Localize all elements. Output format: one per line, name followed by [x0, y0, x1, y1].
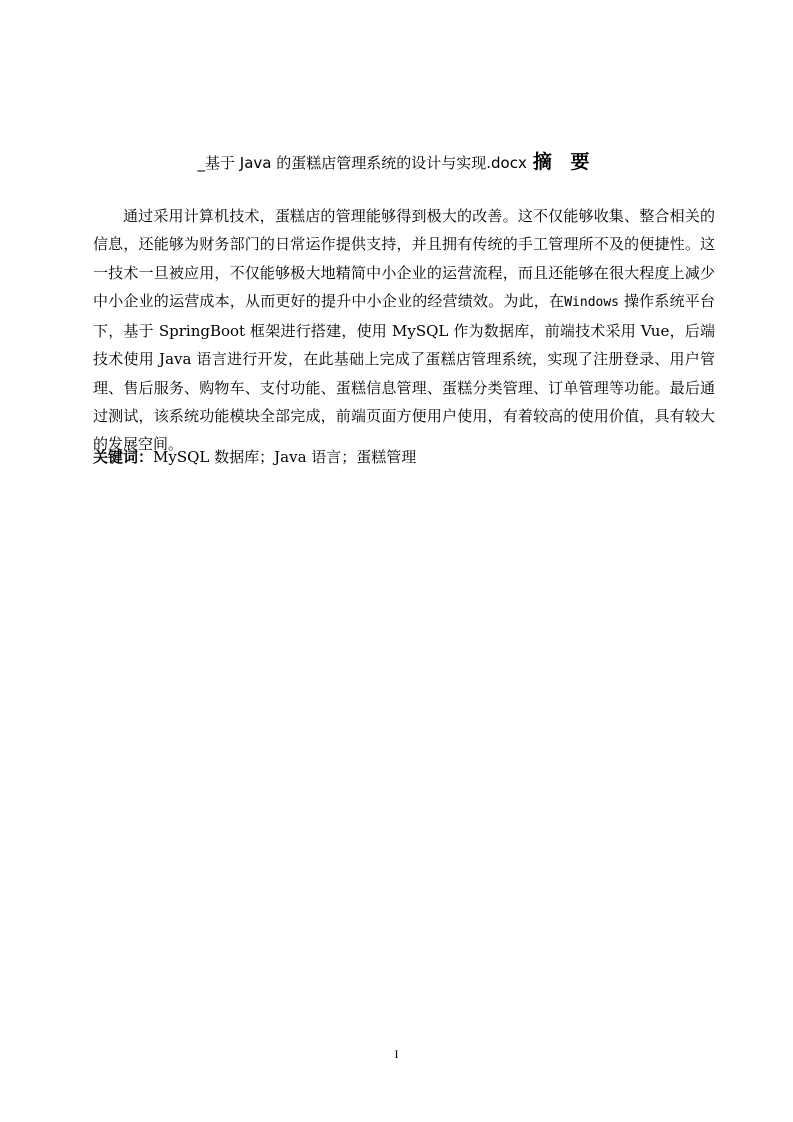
abstract-text-part1: 通过采用计算机技术，蛋糕店的管理能够得到极大的改善。这不仅能够收集、整合相关的信息，还能够为财务部门的日常运作提供支持，并且拥有传统的手工管理所不及的便捷性。这一技术一旦被应用，不仅能够极大地精简中小企业的运营流程，而且还能够在很大程度上减少中小企业的运营成本，从而更好的提升中小企业的经营绩效。为此，在 [93, 207, 715, 310]
page-number: I [394, 1047, 399, 1061]
abstract-paragraph [93, 202, 715, 459]
abstract-heading: 摘 要 [532, 151, 596, 173]
abstract-os-name: Windows [564, 294, 620, 310]
keywords-label: 关键词： [93, 448, 154, 466]
keywords-line [93, 443, 715, 471]
title-filename: _基于 Java 的蛋糕店管理系统的设计与实现.docx [197, 154, 527, 172]
document-title [0, 150, 793, 175]
keywords-value: MySQL 数据库；Java 语言；蛋糕管理 [153, 448, 417, 466]
abstract-text-part2: 操作系统平台下，基于 SpringBoot 框架进行搭建，使用 MySQL 作为数据库，前端技术采用 Vue，后端技术使用 Java 语言进行开发，在此基础上完成了蛋糕店管理系统，实现了注册登录、用户管理、售后服务、购物车、支付功能、蛋糕信息管理、蛋糕分类管理、订单管理等功能。最后通过测试，该系统功能模块全部完成，前端页面方便用户使用，有着较高的使用价值，具有较大的发展空间。 [93, 291, 715, 454]
